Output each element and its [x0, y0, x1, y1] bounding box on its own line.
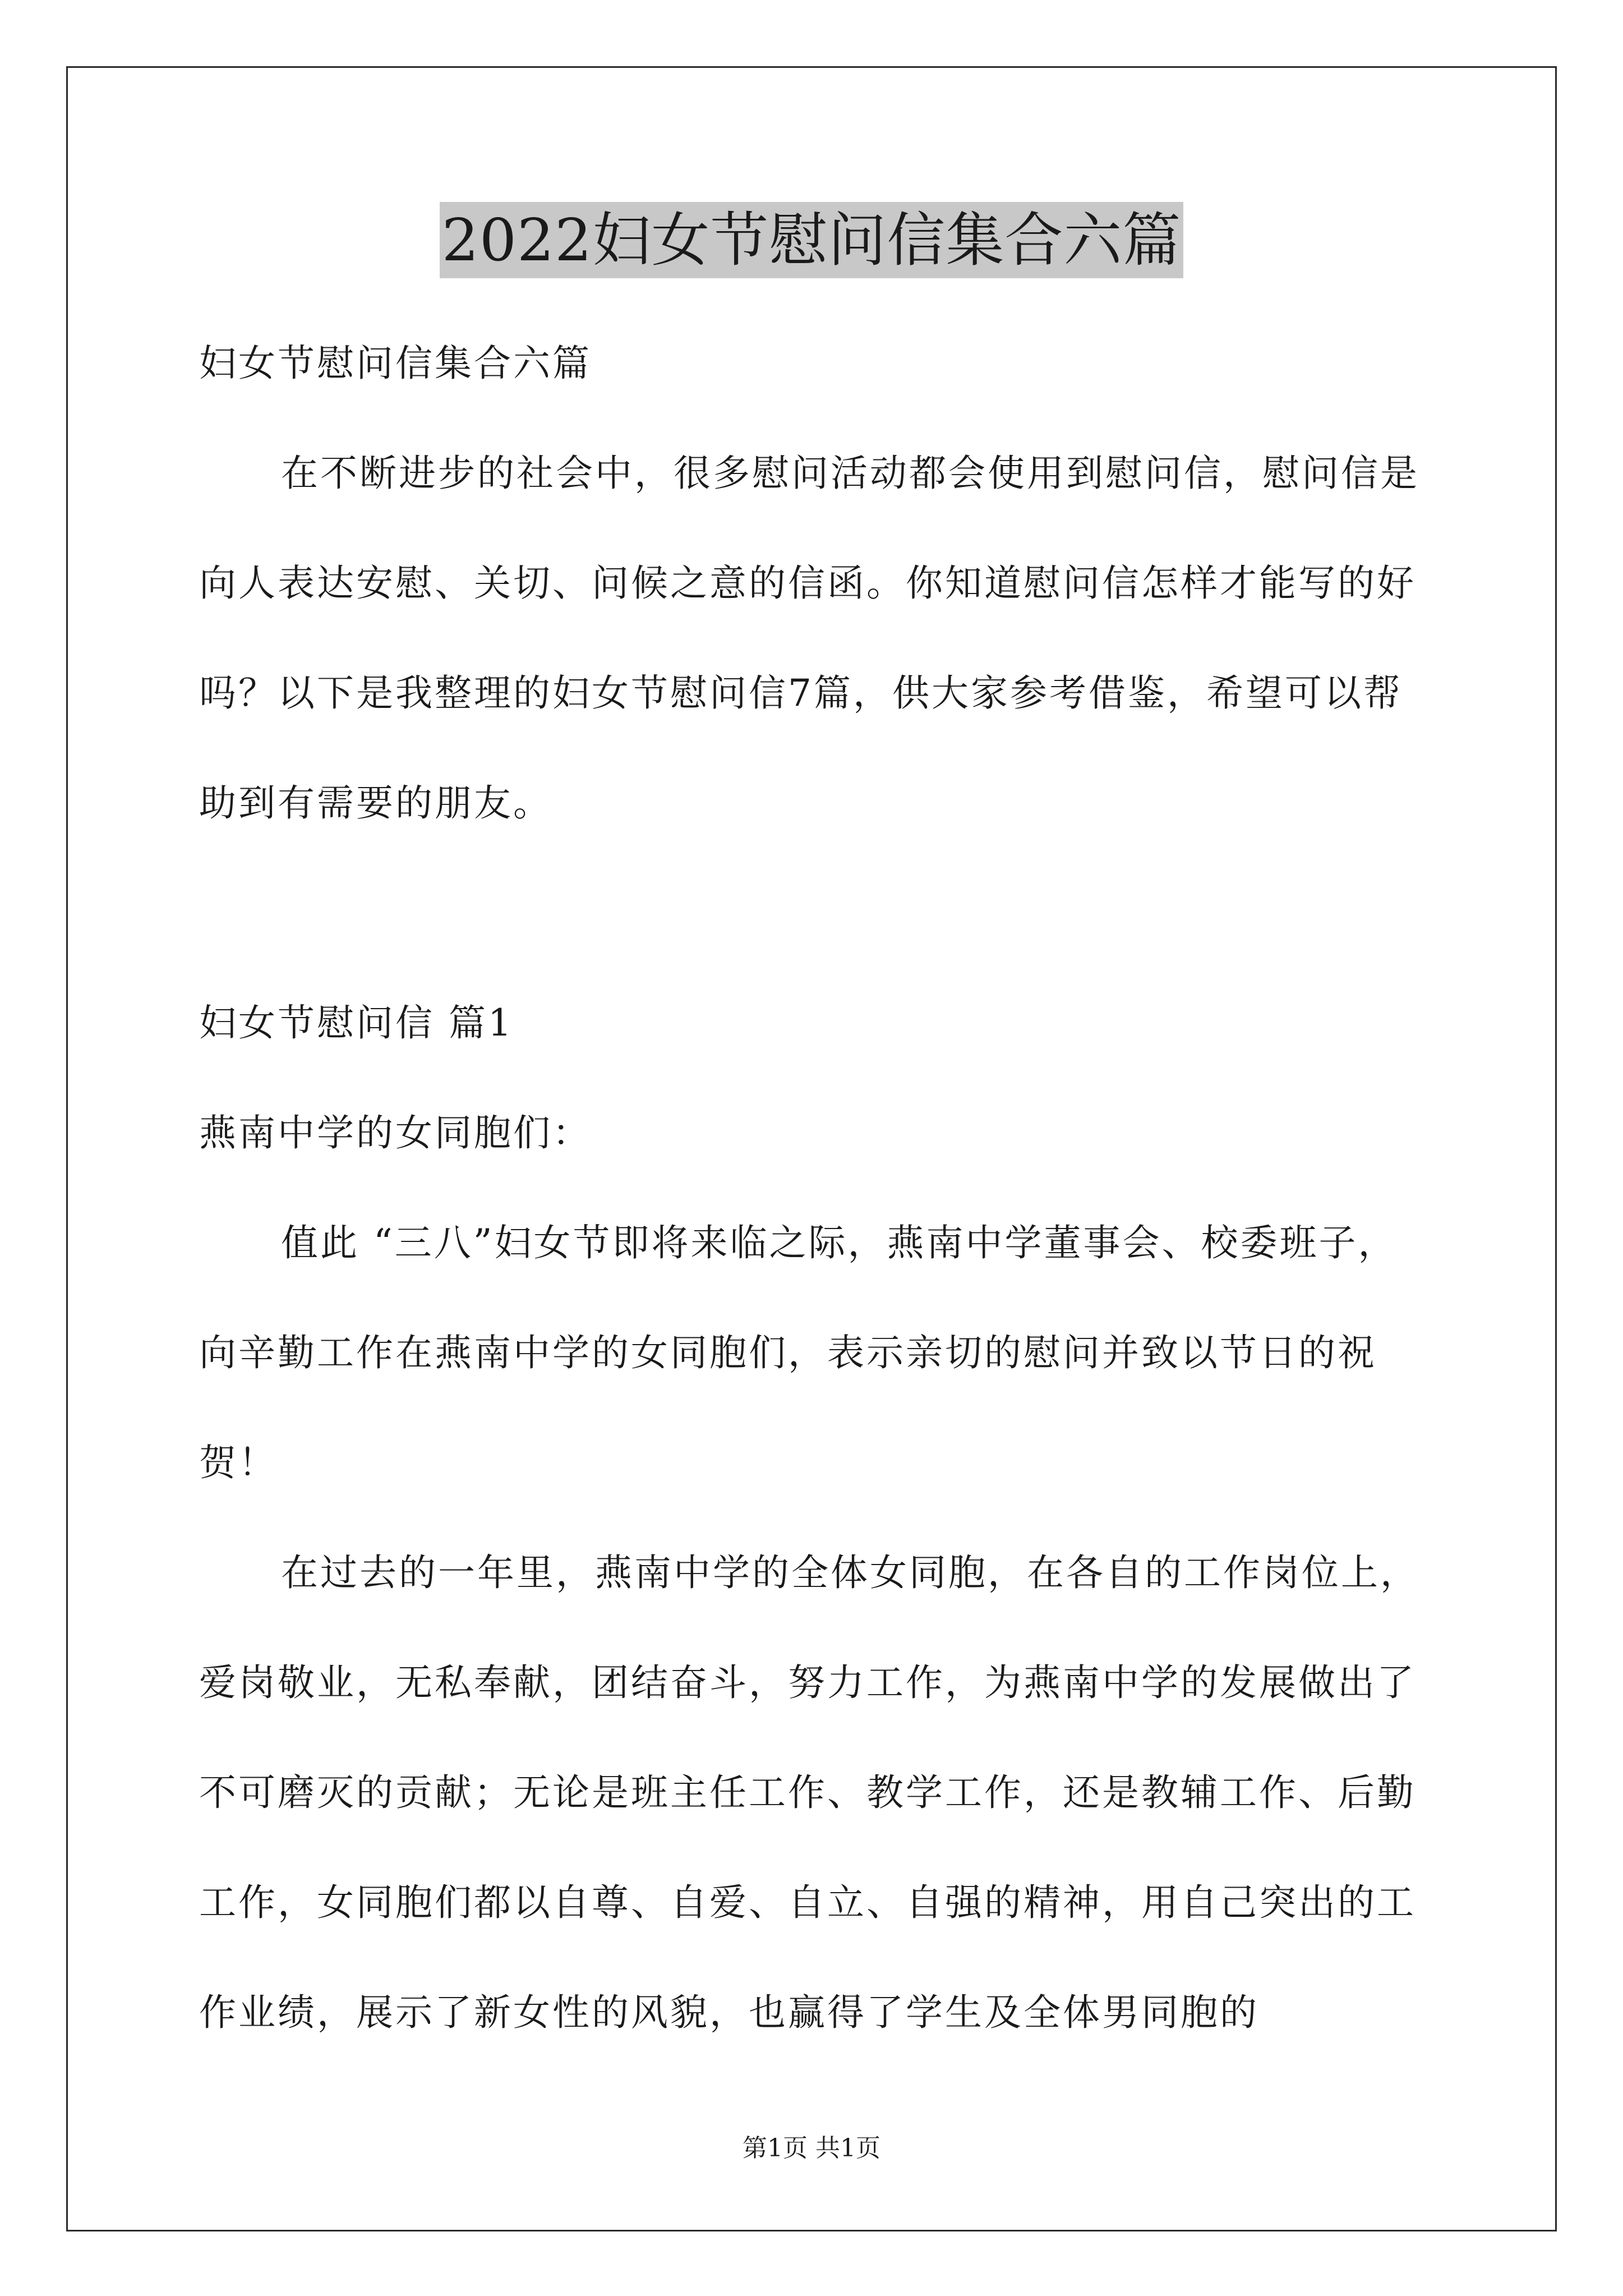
salutation: 燕南中学的女同胞们：: [199, 1111, 592, 1154]
intro-paragraph: 在不断进步的社会中，很多慰问活动都会使用到慰问信，慰问信是向人表达安慰、关切、问候之意的信函。你知道慰问信怎样才能写的好吗？以下是我整理的妇女节慰问信7篇，供大家参考借鉴，希望可以帮助到有需要的朋友。: [199, 452, 1419, 825]
body-paragraph-2: 在过去的一年里，燕南中学的全体女同胞，在各自的工作岗位上，爱岗敬业，无私奉献，团结奋斗，努力工作，为燕南中学的发展做出了不可磨灭的贡献；无论是班主任工作、教学工作，还是教辅工作、后勤工作，女同胞们都以自尊、自爱、自立、自强的精神，用自己突出的工作业绩，展示了新女性的风貌，也赢得了学生及全体男同胞的: [199, 1551, 1419, 2034]
document-body: [199, 309, 1433, 2068]
document-subtitle: 妇女节慰问信集合六篇: [199, 342, 592, 385]
body-paragraph-1: 值此 “三八”妇女节即将来临之际，燕南中学董事会、校委班子，向辛勤工作在燕南中学的女同胞们，表示亲切的慰问并致以节日的祝贺！: [199, 1221, 1398, 1484]
paragraph-spacer: [199, 858, 1433, 968]
page-number: 第1页 共1页: [743, 2134, 880, 2162]
document-title: 2022妇女节慰问信集合六篇: [440, 202, 1184, 278]
section-heading: 妇女节慰问信 篇1: [199, 1001, 514, 1045]
title-container: [0, 202, 1623, 278]
page-footer: [0, 2132, 1623, 2165]
